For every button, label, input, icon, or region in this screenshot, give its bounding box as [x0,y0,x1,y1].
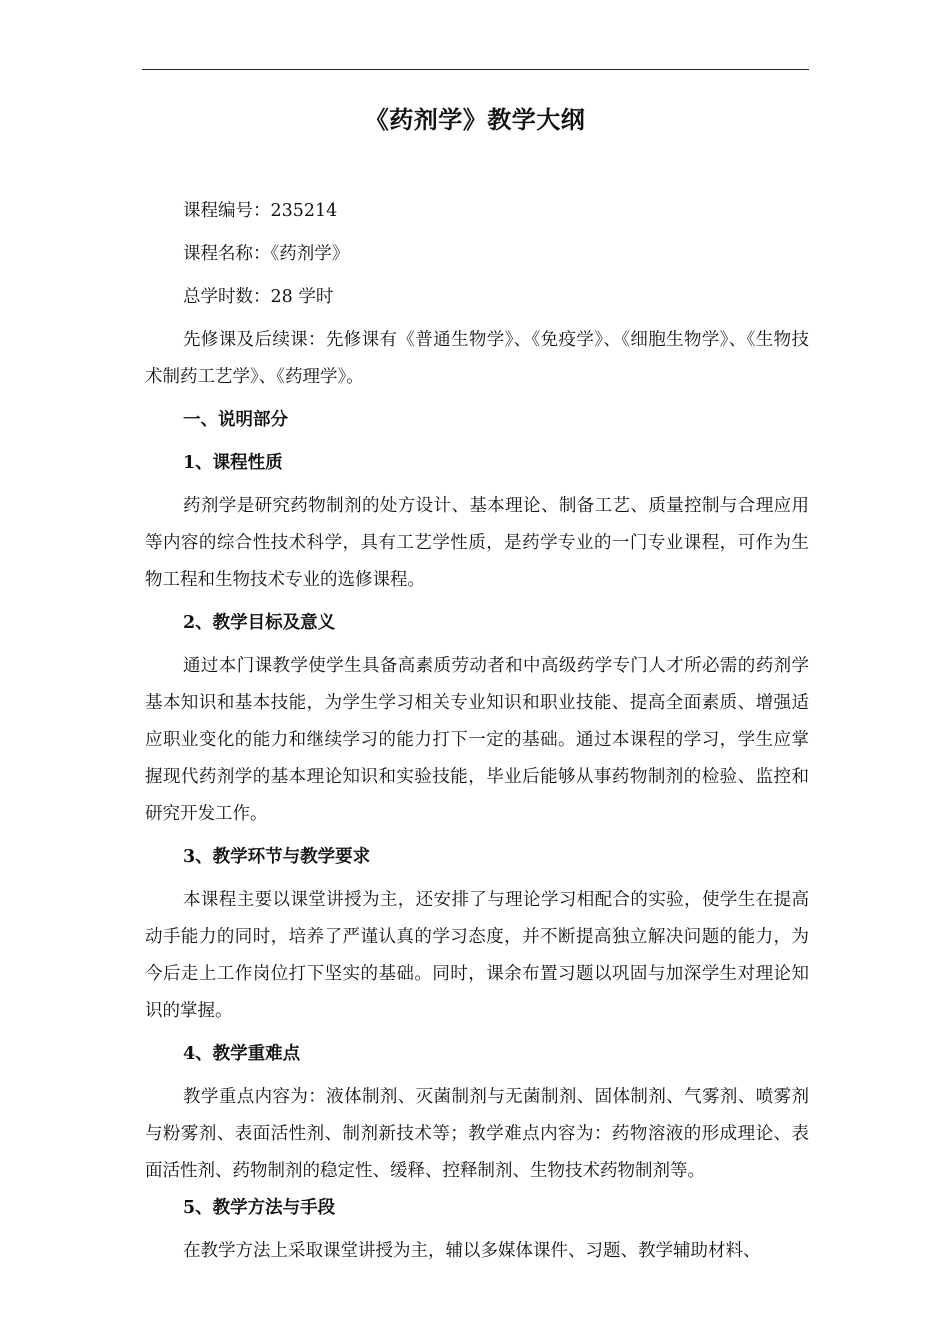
heading-key-points: 4、教学重难点 [183,1044,301,1064]
header-rule [142,69,809,70]
paragraph-teaching-requirements: 本课程主要以课堂讲授为主，还安排了与理论学习相配合的实验，使学生在提高动手能力的同时，培养了严谨认真的学习态度，并不断提高独立解决问题的能力，为今后走上工作岗位打下坚实的基础。同时，课余布置习题以巩固与加深学生对理论知识的掌握。 [145,890,809,1021]
paragraph-teaching-goals: 通过本门课教学使学生具备高素质劳动者和中高级药学专门人才所必需的药剂学基本知识和基本技能，为学生学习相关专业知识和职业技能、提高全面素质、增强适应职业变化的能力和继续学习的能力打下一定的基础。通过本课程的学习，学生应掌握现代药剂学的基本理论知识和实验技能，毕业后能够从事药物制剂的检验、监控和研究开发工作。 [145,656,809,824]
prerequisites-paragraph: 先修课及后续课：先修课有《普通生物学》、《免疫学》、《细胞生物学》、《生物技术制药工艺学》、《药理学》。 [145,330,809,387]
paragraph-key-points: 教学重点内容为：液体制剂、灭菌制剂与无菌制剂、固体制剂、气雾剂、喷雾剂与粉雾剂、表面活性剂、制剂新技术等；教学难点内容为：药物溶液的形成理论、表面活性剂、药物制剂的稳定性、缓释、控释制剂、生物技术药物制剂等。 [145,1087,809,1181]
document-title: 《药剂学》教学大纲 [364,105,586,134]
total-hours: 总学时数：28 学时 [183,287,334,307]
section-heading-description: 一、说明部分 [183,410,288,430]
heading-teaching-methods: 5、教学方法与手段 [183,1198,336,1218]
course-name: 课程名称：《药剂学》 [183,244,350,264]
heading-teaching-requirements: 3、教学环节与教学要求 [183,847,371,867]
paragraph-course-nature: 药剂学是研究药物制剂的处方设计、基本理论、制备工艺、质量控制与合理应用等内容的综合性技术科学，具有工艺学性质，是药学专业的一门专业课程，可作为生物工程和生物技术专业的选修课程。 [145,496,809,590]
course-code: 课程编号：235214 [183,201,338,221]
heading-course-nature: 1、课程性质 [183,453,283,473]
heading-teaching-goals: 2、教学目标及意义 [183,613,336,633]
document-body [145,193,809,1270]
paragraph-teaching-methods: 在教学方法上采取课堂讲授为主，辅以多媒体课件、习题、教学辅助材料、 [183,1241,761,1261]
